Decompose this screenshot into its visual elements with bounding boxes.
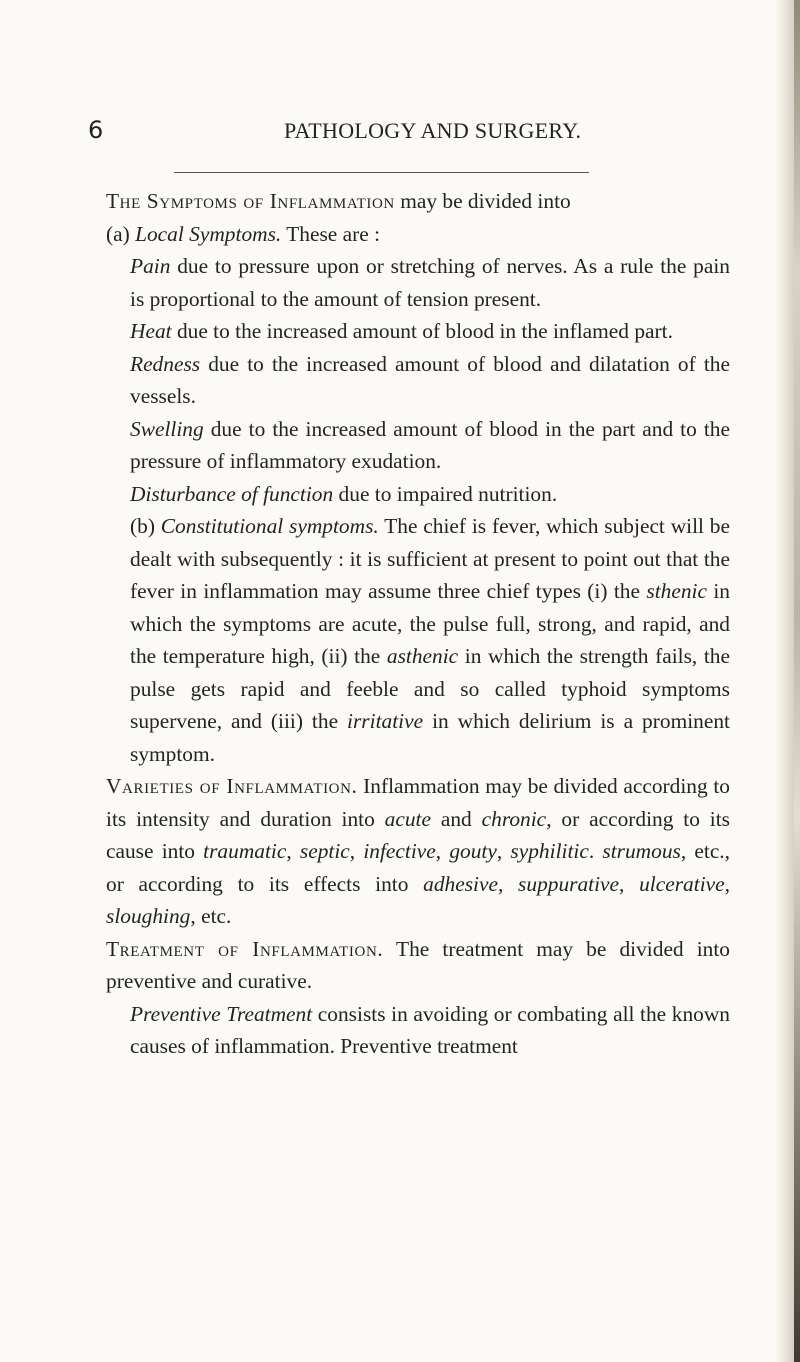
paragraph-preventive-treatment: Preventive Treatment consists in avoiding or combating all the known causes of inflammation. Preventive treatment	[130, 1001, 730, 1058]
paragraph-redness: Redness due to the increased amount of blood and dilatation of the vessels.	[130, 351, 730, 408]
paragraph-treatment: Treatment of Inflammation. The treatment may be divided into preventive and curative.	[106, 936, 730, 993]
paragraph-disturbance: Disturbance of function due to impaired nutrition.	[130, 481, 558, 506]
paragraph-heat: Heat due to the increased amount of blood in the inflamed part.	[130, 319, 673, 343]
paragraph-local-symptoms: (a) Local Symptoms. These are :	[106, 221, 381, 246]
page-gutter-shadow	[774, 0, 800, 1362]
paragraph-swelling: Swelling due to the increased amount of blood in the part and to the pressure of inflammatory exudation.	[130, 416, 730, 473]
paragraph-symptoms-intro: The Symptoms of Inflammation may be divided into	[106, 189, 571, 213]
running-title: PATHOLOGY AND SURGERY.	[284, 118, 582, 143]
binding-edge	[794, 0, 800, 1362]
page-number: 6	[88, 116, 104, 144]
body-text	[106, 185, 730, 1063]
paragraph-pain: Pain due to pressure upon or stretching of nerves. As a rule the pain is proportional to the amount of tension present.	[130, 254, 730, 311]
paragraph-varieties: Varieties of Inflammation. Inflammation may be divided according to its intensity and duration into acute and chronic, or according to its cause into traumatic, septic, infective, gouty, syphilitic. strumous, etc., or according to its effects into adhesive, suppurative, ulcerative, sloughing, etc.	[106, 774, 731, 928]
paragraph-constitutional: (b) Constitutional symptoms. The chief is fever, which subject will be dealt with subsequently : it is sufficient at present to point out that the fever in inflammation may assume three chief types (i) the sthenic in which the symptoms are acute, the pulse full, strong, and rapid, and the temperature high, (ii) the asthenic in which the strength fails, the pulse gets rapid and feeble and so called typhoid symptoms supervene, and (iii) the irritative in which delirium is a prominent symptom.	[130, 514, 730, 766]
header-rule	[174, 172, 589, 173]
